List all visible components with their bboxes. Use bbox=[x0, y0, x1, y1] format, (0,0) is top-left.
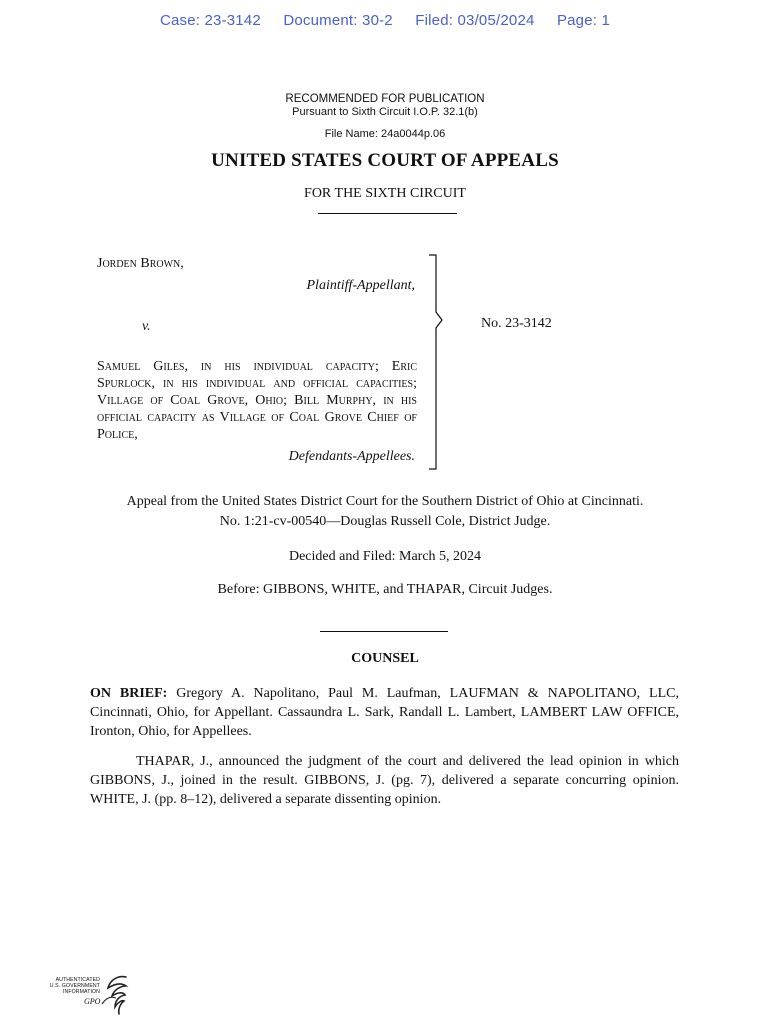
on-brief-text: Gregory A. Napolitano, Paul M. Laufman, LAUFMAN & NAPOLITANO, LLC, Cincinnati, Ohio, for Appellant. Cassaundra L. Sark, Randall L. Lambert, LAMBERT LAW OFFICE, Ironton, Ohio, for Appellees. bbox=[90, 686, 679, 739]
circuit-name: FOR THE SIXTH CIRCUIT bbox=[304, 186, 466, 201]
on-brief-label: ON BRIEF: bbox=[90, 686, 168, 701]
district-case: No. 1:21-cv-00540—Douglas Russell Cole, District Judge. bbox=[219, 514, 551, 529]
eagle-icon bbox=[96, 974, 132, 1016]
logo-line-government: U.S. GOVERNMENT bbox=[49, 983, 100, 989]
logo-line-information: INFORMATION bbox=[62, 989, 100, 995]
counsel-divider bbox=[320, 631, 448, 632]
file-name: File Name: 24a0044p.06 bbox=[324, 128, 446, 140]
counsel-paragraph bbox=[90, 684, 679, 741]
court-title: UNITED STATES COURT OF APPEALS bbox=[211, 150, 559, 171]
logo-line-authenticated: AUTHENTICATED bbox=[55, 977, 100, 983]
ecf-filed-date: Filed: 03/05/2024 bbox=[415, 12, 535, 29]
defendants-role: Defendants-Appellees. bbox=[288, 449, 415, 464]
counsel-heading: COUNSEL bbox=[351, 651, 419, 666]
ecf-page-number: Page: 1 bbox=[556, 12, 611, 29]
publication-status: RECOMMENDED FOR PUBLICATION bbox=[285, 93, 485, 105]
decided-date: Decided and Filed: March 5, 2024 bbox=[288, 549, 482, 564]
caption-bracket bbox=[426, 254, 446, 470]
publication-rule: Pursuant to Sixth Circuit I.O.P. 32.1(b) bbox=[292, 106, 478, 118]
plaintiff-role: Plaintiff-Appellant, bbox=[306, 278, 415, 293]
plaintiff-name: Jorden Brown, bbox=[97, 256, 184, 271]
ecf-header bbox=[0, 12, 770, 29]
defendants-list: Samuel Giles, in his individual capacity; Eric Spurlock, in his individual and official capacities; Village of Coal Grove, Ohio; Bill Murphy, in his official capacity as Village of Coal Grove Chief of Police, bbox=[97, 359, 417, 442]
panel-judges: Before: GIBBONS, WHITE, and THAPAR, Circuit Judges. bbox=[217, 582, 553, 597]
circuit-divider bbox=[318, 213, 457, 214]
logo-gpo-text: GPO bbox=[84, 997, 101, 1006]
ecf-document-number: Document: 30-2 bbox=[283, 12, 393, 29]
versus-label: v. bbox=[142, 319, 151, 334]
appeal-origin: Appeal from the United States District Court for the Southern District of Ohio at Cincinnati. bbox=[126, 494, 644, 509]
gpo-authentication-logo bbox=[44, 974, 128, 1018]
ecf-case-number: Case: 23-3142 bbox=[159, 12, 261, 29]
case-number: No. 23-3142 bbox=[481, 316, 552, 331]
opinion-announcement: THAPAR, J., announced the judgment of the court and delivered the lead opinion in which GIBBONS, J., joined in the result. GIBBONS, J. (pg. 7), delivered a separate concurring opinion. WHITE, J. (pp. 8–12), delivered a separate dissenting opinion. bbox=[90, 754, 679, 807]
